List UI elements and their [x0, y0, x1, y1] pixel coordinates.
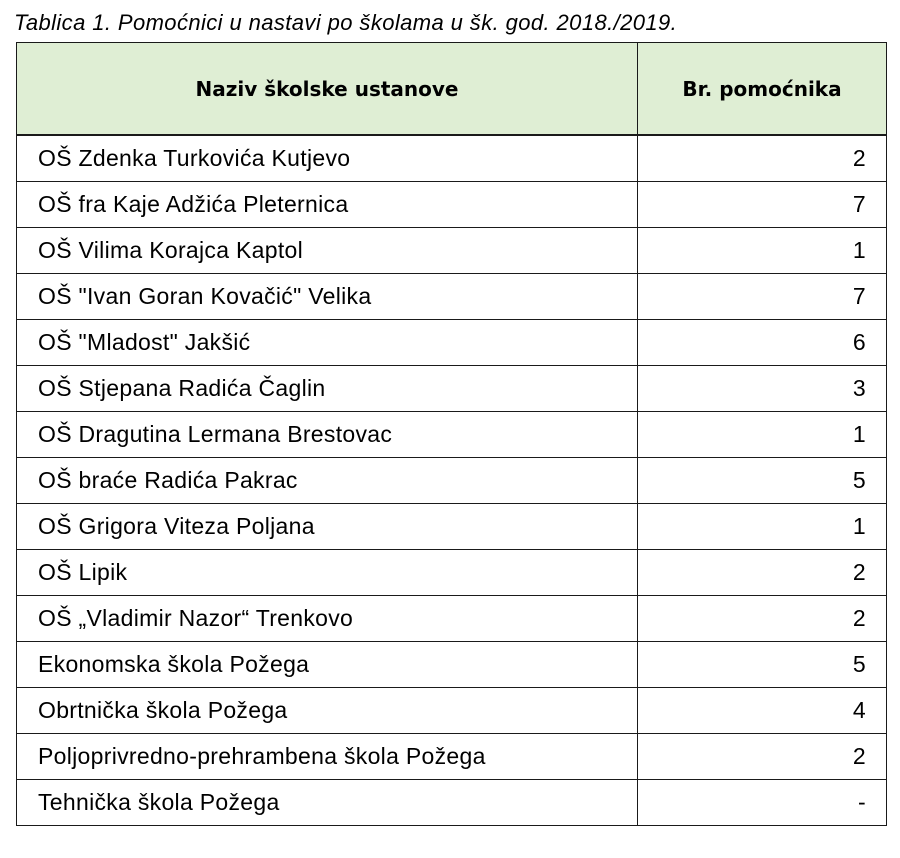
table-body	[17, 135, 887, 825]
assistant-count-cell: 3	[638, 365, 887, 411]
table-row	[17, 135, 887, 181]
assistant-count-cell: 1	[638, 503, 887, 549]
school-name-cell: OŠ "Ivan Goran Kovačić" Velika	[17, 273, 638, 319]
assistant-count-cell: 1	[638, 227, 887, 273]
table-row	[17, 457, 887, 503]
assistant-count-cell: 5	[638, 641, 887, 687]
table-row	[17, 733, 887, 779]
assistant-count-cell: 4	[638, 687, 887, 733]
table-row	[17, 319, 887, 365]
school-name-cell: OŠ "Mladost" Jakšić	[17, 319, 638, 365]
table-row	[17, 779, 887, 825]
school-name-cell: OŠ fra Kaje Adžića Pleternica	[17, 181, 638, 227]
school-name-cell: OŠ „Vladimir Nazor“ Trenkovo	[17, 595, 638, 641]
school-name-cell: Poljoprivredno-prehrambena škola Požega	[17, 733, 638, 779]
header-row	[17, 43, 887, 136]
table-row	[17, 181, 887, 227]
table-row	[17, 227, 887, 273]
school-name-cell: OŠ braće Radića Pakrac	[17, 457, 638, 503]
table-row	[17, 365, 887, 411]
assistant-count-cell: 2	[638, 549, 887, 595]
assistant-count-cell: 2	[638, 595, 887, 641]
assistants-table	[16, 42, 887, 826]
table-header	[17, 43, 887, 136]
assistant-count-cell: 6	[638, 319, 887, 365]
header-school-name: Naziv školske ustanove	[17, 43, 638, 136]
assistant-count-cell: 2	[638, 733, 887, 779]
header-assistant-count: Br. pomoćnika	[638, 43, 887, 136]
table-row	[17, 549, 887, 595]
school-name-cell: OŠ Zdenka Turkovića Kutjevo	[17, 135, 638, 181]
table-row	[17, 595, 887, 641]
assistant-count-cell: 1	[638, 411, 887, 457]
school-name-cell: Obrtnička škola Požega	[17, 687, 638, 733]
table-row	[17, 411, 887, 457]
assistant-count-cell: 5	[638, 457, 887, 503]
assistant-count-cell: 7	[638, 181, 887, 227]
table-row	[17, 641, 887, 687]
school-name-cell: Tehnička škola Požega	[17, 779, 638, 825]
table-caption: Tablica 1. Pomoćnici u nastavi po školama u šk. god. 2018./2019.	[14, 10, 678, 35]
school-name-cell: OŠ Grigora Viteza Poljana	[17, 503, 638, 549]
assistant-count-cell: -	[638, 779, 887, 825]
school-name-cell: OŠ Vilima Korajca Kaptol	[17, 227, 638, 273]
table-row	[17, 273, 887, 319]
school-name-cell: OŠ Stjepana Radića Čaglin	[17, 365, 638, 411]
school-name-cell: OŠ Lipik	[17, 549, 638, 595]
school-name-cell: OŠ Dragutina Lermana Brestovac	[17, 411, 638, 457]
school-name-cell: Ekonomska škola Požega	[17, 641, 638, 687]
table-row	[17, 503, 887, 549]
assistant-count-cell: 2	[638, 135, 887, 181]
table-row	[17, 687, 887, 733]
assistant-count-cell: 7	[638, 273, 887, 319]
